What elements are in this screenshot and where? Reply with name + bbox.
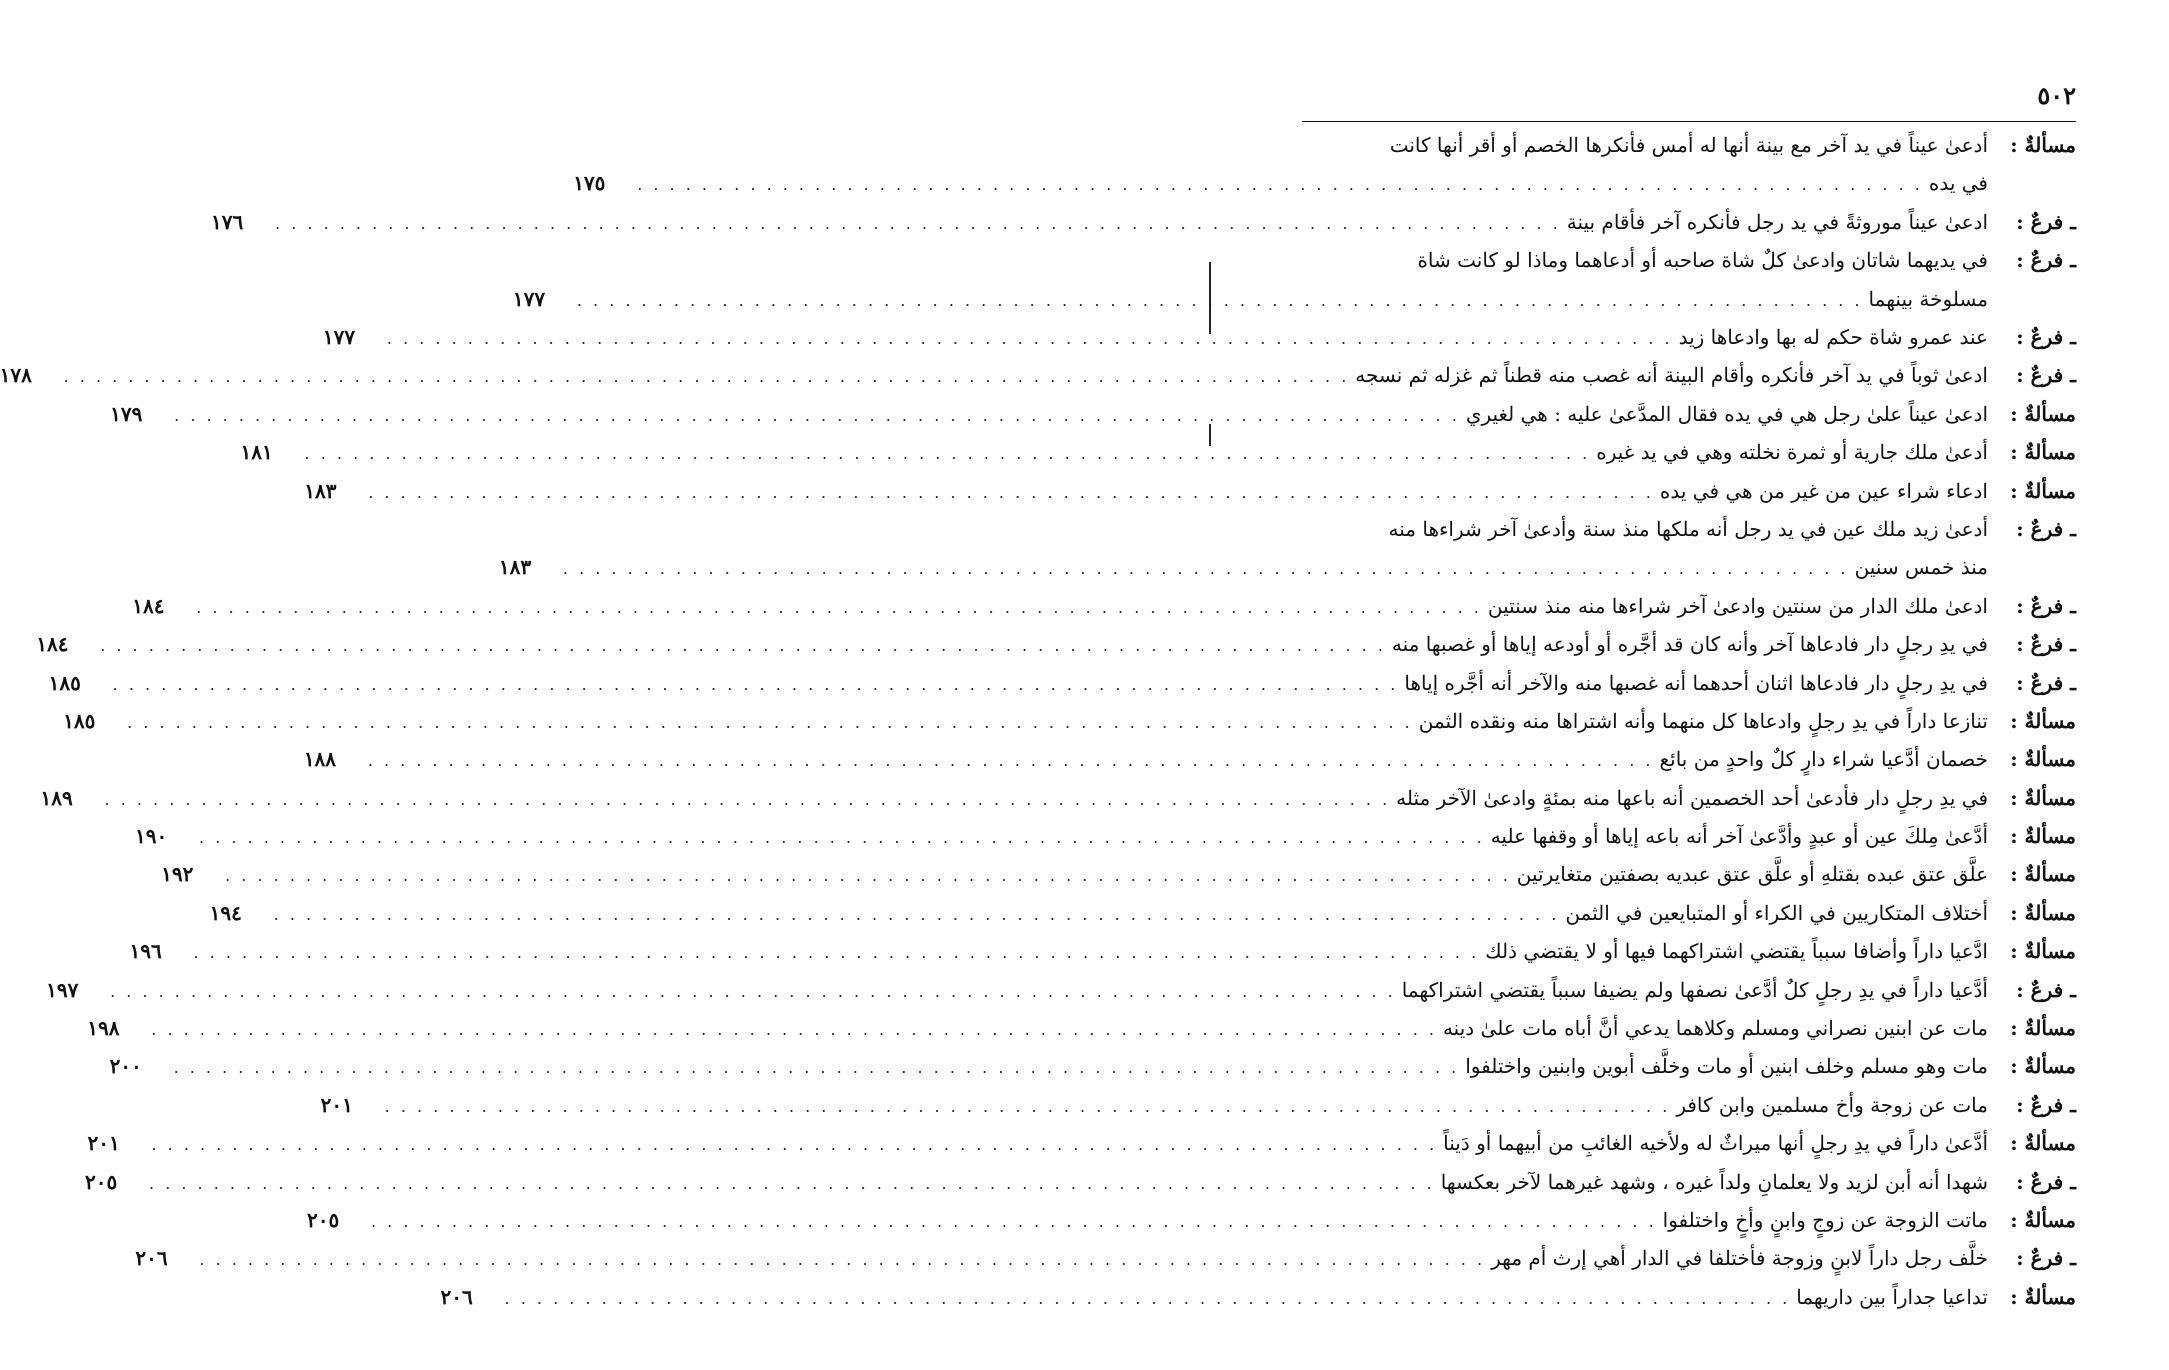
entry-title: في يدِ رجلٍ دار فادعاها اثنان أحدهما أنه غصبها منه والآخر أنه أجَّره إياها xyxy=(1404,670,1988,695)
leader-dots xyxy=(105,781,1391,819)
entry-title: أدَّعيا داراً في يدِ رجلٍ كلٌ أدَّعىٰ نصفها ولم يضيفا سبباً يقتضي اشتراكهما xyxy=(1401,977,1988,1002)
entry-title: شهدا أنه أبن لزيد ولا يعلمانِ ولداً غيره ، وشهد غيرهما لآخر بعكسها xyxy=(1440,1169,1988,1194)
entry-kind: مسألةٌ : xyxy=(2010,785,2076,810)
leader-dots xyxy=(387,320,1673,358)
entry-body xyxy=(87,1009,1988,1047)
entry-title: عند عمرو شاة حكم له بها وادعاها زيد xyxy=(1678,324,1988,349)
toc-entry xyxy=(85,1163,2076,1201)
page-ref: ١٨٨ xyxy=(303,747,337,772)
entry-kind: مسألةٌ : xyxy=(2010,708,2076,733)
entry-kind: مسألةٌ : xyxy=(2010,401,2076,426)
page-ref: ١٩٨ xyxy=(87,1016,120,1041)
page-ref: ٢٠١ xyxy=(320,1092,353,1117)
entry-title: في يدِ رجلٍ دار فادعاها آخر وأنه كان قد أجَّره أو أودعه إياها أو غصبها منه xyxy=(1391,632,1988,657)
toc-entry xyxy=(211,203,2076,241)
entry-body xyxy=(498,510,1988,587)
entry-body xyxy=(320,1086,1988,1124)
entry-body xyxy=(512,241,1988,318)
page-ref: ١٩٠ xyxy=(135,824,168,849)
toc-entry xyxy=(40,779,2076,817)
toc-entry xyxy=(161,855,2076,893)
toc-entry xyxy=(304,472,2076,510)
toc-entry xyxy=(498,510,2076,587)
entry-kind: ـ فرعٌ : xyxy=(2016,516,2076,541)
entry-kind: ـ فرعٌ : xyxy=(2016,209,2076,234)
entry-body xyxy=(573,126,1988,203)
page-number: ٥٠٢ xyxy=(2037,81,2076,110)
entry-kind: مسألةٌ : xyxy=(2010,900,2076,925)
leader-dots xyxy=(64,358,1350,396)
page-ref: ١٨٣ xyxy=(304,478,337,503)
entry-body xyxy=(303,740,1988,778)
page-ref: ١٨٣ xyxy=(498,555,532,580)
header-rule xyxy=(1302,121,2076,122)
entry-body xyxy=(109,1047,1988,1085)
entry-kind: ـ فرعٌ : xyxy=(2016,363,2076,388)
entry-body xyxy=(129,932,1988,970)
page-ref: ١٩٤ xyxy=(209,900,242,925)
entry-title: تداعيا جداراً بين داريهما xyxy=(1796,1284,1988,1309)
entry-body xyxy=(440,1278,1988,1316)
entry-title: ادعاء شراء عين من غير من هي في يده xyxy=(1659,478,1988,503)
page-ref: ١٨٥ xyxy=(48,670,81,695)
entry-kind: ـ فرعٌ : xyxy=(2016,1169,2076,1194)
entry-title: خلَّف رجل داراً لابنٍ وزوجة فأختلفا في الدار أهي إرث أم مهر xyxy=(1491,1246,1988,1271)
page-ref: ١٧٥ xyxy=(573,171,606,196)
entry-title-continued: منذ خمس سنين xyxy=(1854,555,1988,580)
entry-body xyxy=(211,203,1988,241)
toc-entry xyxy=(240,433,2076,471)
leader-dots xyxy=(149,1165,1435,1203)
entry-kind: مسألةٌ : xyxy=(2010,1054,2076,1079)
page-ref: ١٨١ xyxy=(240,440,273,465)
entry-title: مات عن زوجة وأخ مسلمين وابن كافر xyxy=(1676,1092,1988,1117)
leader-dots xyxy=(199,1241,1485,1279)
toc-entry xyxy=(132,587,2076,625)
page-ref: ١٨٤ xyxy=(132,593,165,618)
leader-dots xyxy=(385,1088,1671,1126)
entry-title: خصمان أدَّعيا شراء دارٍ كلٌ واحدٍ من بائع xyxy=(1659,747,1988,772)
page-ref: ١٩٦ xyxy=(129,939,162,964)
entry-body xyxy=(110,395,1988,433)
entry-kind: ـ فرعٌ : xyxy=(2016,1092,2076,1117)
entry-kind: مسألةٌ : xyxy=(2010,1131,2076,1156)
leader-dots xyxy=(199,819,1485,857)
toc-entry xyxy=(129,932,2076,970)
entry-kind: مسألةٌ : xyxy=(2010,1016,2076,1041)
leader-dots xyxy=(225,857,1511,895)
entry-kind: ـ فرعٌ : xyxy=(2016,324,2076,349)
entry-title: ادعىٰ ملك الدار من سنتين وادعىٰ آخر شراءها منه منذ سنتين xyxy=(1487,593,1988,618)
entry-kind: ـ فرعٌ : xyxy=(2016,977,2076,1002)
leader-dots xyxy=(110,973,1396,1011)
leader-dots xyxy=(113,666,1399,704)
table-of-contents xyxy=(0,126,2076,1316)
toc-entry xyxy=(512,241,2076,318)
entry-kind: مسألةٌ : xyxy=(2010,939,2076,964)
entry-title-continued: في يده xyxy=(1928,171,1988,196)
entry-body xyxy=(322,318,1988,356)
leader-dots xyxy=(371,1203,1657,1241)
entry-title: أختلاف المتكاريين في الكراء أو المتبايعين في الثمن xyxy=(1565,900,1988,925)
entry-body xyxy=(161,855,1988,893)
entry-body xyxy=(36,625,1988,663)
toc-entry xyxy=(440,1278,2076,1316)
entry-kind: مسألةٌ : xyxy=(2010,133,2076,157)
page-ref: ٢٠٦ xyxy=(440,1284,473,1309)
entry-title: أدَّعىٰ داراً في يدِ رجلٍ أنها ميراثٌ له ولأخيه الغائبِ من أبيهما أو دَيناً xyxy=(1443,1131,1988,1156)
entry-title: أدَّعىٰ مِلكَ عين أو عبدٍ وأدَّعىٰ آخر أنه باعه إياها أو وقفها عليه xyxy=(1490,824,1988,849)
entry-body xyxy=(48,664,1988,702)
page-ref: ١٩٧ xyxy=(46,977,79,1002)
leader-dots xyxy=(127,704,1413,742)
entry-kind: مسألةٌ : xyxy=(2010,824,2076,849)
entry-body xyxy=(0,356,1988,394)
entry-title-continued: مسلوخة بينهما xyxy=(1868,286,1988,311)
entry-title: ادعىٰ عيناً موروثةً في يد رجل فأنكره آخر فأقام بينة xyxy=(1566,209,1988,234)
toc-entry xyxy=(135,1239,2076,1277)
leader-dots xyxy=(174,397,1460,435)
toc-entry xyxy=(87,1124,2076,1162)
page-ref: ١٧٧ xyxy=(322,324,356,349)
leader-dots xyxy=(151,1126,1437,1164)
toc-entry xyxy=(209,894,2076,932)
entry-title: مات عن ابنين نصراني ومسلم وكلاهما يدعي أنَّ أباه مات علىٰ دينه xyxy=(1442,1016,1988,1041)
entry-body xyxy=(135,817,1988,855)
entry-title: أدعىٰ عيناً في يد آخر مع بينة أنها له أمس فأنكرها الخصم أو أقر أنها كانت xyxy=(1389,133,1988,157)
entry-kind: ـ فرعٌ : xyxy=(2016,1246,2076,1271)
leader-dots xyxy=(505,1280,1791,1318)
toc-entry xyxy=(306,1201,2076,1239)
entry-body xyxy=(85,1163,1988,1201)
entry-body xyxy=(306,1201,1988,1239)
toc-entry xyxy=(303,740,2076,778)
entry-body xyxy=(135,1239,1988,1277)
entry-kind: مسألةٌ : xyxy=(2010,1207,2076,1232)
toc-entry xyxy=(322,318,2076,356)
entry-body xyxy=(304,472,1988,510)
page-ref: ١٧٦ xyxy=(211,209,244,234)
toc-entry xyxy=(320,1086,2076,1124)
entry-title: ماتت الزوجة عن زوجٍ وابنٍ وأخٍ واختلفوا xyxy=(1662,1207,1988,1232)
page-ref: ١٨٥ xyxy=(63,708,96,733)
leader-dots xyxy=(151,1011,1437,1049)
page-ref: ١٩٢ xyxy=(161,862,194,887)
page-ref: ٢٠٥ xyxy=(85,1169,118,1194)
entry-kind: مسألةٌ : xyxy=(2010,747,2076,772)
leader-dots xyxy=(100,627,1386,665)
entry-title: مات وهو مسلم وخلف ابنين أو مات وخلَّف أبوين وابنين واختلفوا xyxy=(1465,1054,1988,1079)
entry-title: ادعىٰ عيناً علىٰ رجل هي في يده فقال المدَّعىٰ عليه : هي لغيري xyxy=(1465,401,1988,426)
page-ref: ١٨٤ xyxy=(36,632,69,657)
entry-body xyxy=(240,433,1988,471)
entry-title: أدعىٰ ملك جارية أو ثمرة نخلته وهي في يد غيره xyxy=(1596,440,1988,465)
entry-title: في يدِ رجلٍ دار فأدعىٰ أحد الخصمين أنه باعها منه بمئةٍ وادعىٰ الآخر مثله xyxy=(1396,785,1988,810)
entry-kind: ـ فرعٌ : xyxy=(2016,670,2076,695)
entry-kind: ـ فرعٌ : xyxy=(2016,593,2076,618)
toc-entry xyxy=(0,356,2076,394)
entry-body xyxy=(209,894,1988,932)
leader-dots xyxy=(577,282,1863,320)
toc-entry xyxy=(110,395,2076,433)
page-ref: ١٧٧ xyxy=(512,286,546,311)
page-ref: ٢٠٥ xyxy=(306,1207,340,1232)
entry-kind: ـ فرعٌ : xyxy=(2016,248,2076,273)
leader-dots xyxy=(196,589,1482,627)
page-ref: ٢٠٠ xyxy=(109,1054,142,1079)
entry-title: ادعىٰ ثوباً في يد آخر فأنكره وأقام البينة أنه غصب منه قطناً ثم غزله ثم نسجه xyxy=(1355,363,1988,388)
entry-kind: ـ فرعٌ : xyxy=(2016,632,2076,657)
leader-dots xyxy=(275,205,1561,243)
entry-body xyxy=(63,702,1988,740)
leader-dots xyxy=(274,896,1560,934)
toc-entry xyxy=(87,1009,2076,1047)
page-ref: ١٧٩ xyxy=(110,401,143,426)
page-ref: ٢٠٦ xyxy=(135,1246,168,1271)
leader-dots xyxy=(174,1049,1460,1087)
entry-title: أدعىٰ زيد ملك عين في يد رجل أنه ملكها منذ سنة وأدعىٰ آخر شراءها منه xyxy=(1388,516,1988,541)
entry-kind: مسألةٌ : xyxy=(2010,440,2076,465)
toc-entry xyxy=(36,625,2076,663)
entry-title: علَّق عتق عبده بقتلهِ أو علَّق عتق عبديه بصفتين متغايرتين xyxy=(1516,862,1988,887)
entry-kind: مسألةٌ : xyxy=(2010,478,2076,503)
page-ref: ١٨٩ xyxy=(40,785,73,810)
leader-dots xyxy=(368,474,1654,512)
entry-title: ادَّعيا داراً وأضافا سبباً يقتضي اشتراكهما فيها أو لا يقتضي ذلك xyxy=(1485,939,1988,964)
entry-title: تنازعا داراً في يدِ رجلٍ وادعاها كل منهما وأنه اشتراها منه ونقده الثمن xyxy=(1418,708,1988,733)
entry-kind: مسألةٌ : xyxy=(2010,1284,2076,1309)
leader-dots xyxy=(305,435,1591,473)
entry-body xyxy=(132,587,1988,625)
leader-dots xyxy=(193,934,1479,972)
entry-body xyxy=(40,779,1988,817)
page-ref: ١٧٨ xyxy=(0,363,32,388)
entry-body xyxy=(46,971,1988,1009)
toc-entry xyxy=(46,971,2076,1009)
leader-dots xyxy=(368,742,1654,780)
entry-body xyxy=(87,1124,1988,1162)
entry-kind: مسألةٌ : xyxy=(2010,862,2076,887)
entry-title: في يديهما شاتان وادعىٰ كلٌ شاة صاحبه أو أدعاهما وماذا لو كانت شاة xyxy=(1417,248,1988,273)
toc-entry xyxy=(109,1047,2076,1085)
toc-entry xyxy=(135,817,2076,855)
toc-entry xyxy=(63,702,2076,740)
leader-dots xyxy=(637,166,1923,204)
toc-entry xyxy=(573,126,2076,203)
page-ref: ٢٠١ xyxy=(87,1131,120,1156)
leader-dots xyxy=(563,550,1849,588)
toc-entry xyxy=(48,664,2076,702)
